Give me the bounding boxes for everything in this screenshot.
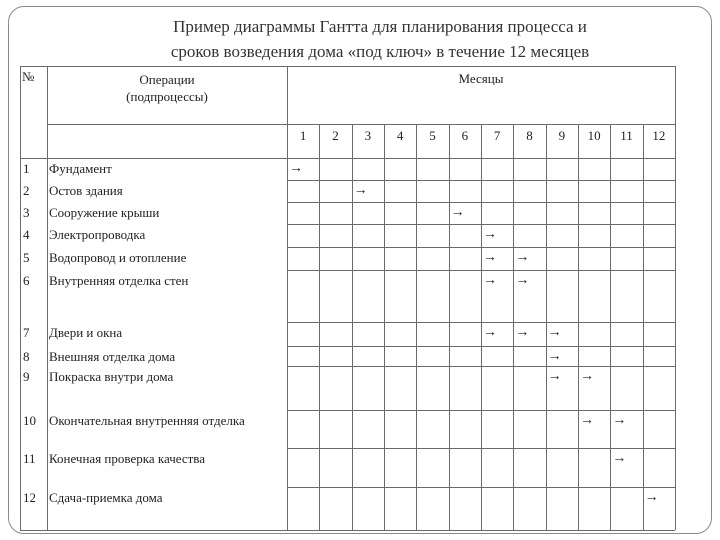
operation-name: Двери и окна (49, 325, 123, 340)
grid-line (449, 124, 450, 530)
month-number: 11 (620, 128, 633, 143)
row-number: 7 (23, 325, 30, 340)
arrow-icon: → (547, 349, 562, 364)
row-number: 6 (23, 273, 30, 288)
grid-line (546, 124, 547, 530)
grid-line (481, 124, 482, 530)
grid-line (319, 124, 320, 530)
month-number: 5 (429, 128, 436, 143)
row-number: 8 (23, 349, 30, 364)
grid-line (47, 124, 675, 125)
header-operations: Операции (подпроцессы) (126, 72, 208, 104)
grid-line (20, 66, 21, 530)
arrow-icon: → (612, 451, 627, 466)
grid-line (578, 124, 579, 530)
arrow-icon: → (483, 325, 497, 340)
operation-name: Сдача-приемка дома (49, 490, 163, 505)
operation-name: Сооружение крыши (49, 205, 160, 220)
row-number: 10 (23, 413, 36, 428)
operation-name: Окончательная внутренняя отделка (49, 413, 245, 428)
arrow-icon: → (580, 413, 594, 428)
month-number: 7 (493, 128, 501, 143)
arrow-icon: → (483, 227, 497, 242)
arrow-icon: → (515, 273, 530, 288)
grid-line (675, 66, 676, 530)
arrow-icon: → (612, 413, 627, 428)
operation-name: Электропроводка (49, 227, 146, 242)
month-number: 9 (558, 128, 566, 143)
operation-name: Остов здания (49, 183, 123, 198)
header-months: Месяцы (458, 71, 504, 86)
arrow-icon: → (515, 325, 530, 340)
grid-line (610, 124, 611, 530)
arrow-icon: → (289, 161, 303, 176)
grid-line (20, 530, 675, 531)
arrow-icon: → (353, 183, 368, 198)
month-number: 3 (364, 128, 372, 143)
grid-line (384, 124, 385, 530)
operation-name: Водопровод и отопление (49, 250, 187, 265)
month-number: 4 (396, 128, 404, 143)
title-line-1: Пример диаграммы Гантта для планирования процесса и (173, 17, 587, 36)
operation-name: Фундамент (49, 161, 112, 176)
row-number: 9 (23, 369, 30, 384)
row-number: 12 (23, 490, 36, 505)
month-number: 8 (526, 128, 533, 143)
grid-line (352, 124, 353, 530)
grid-line (47, 66, 48, 530)
arrow-icon: → (515, 250, 530, 265)
operation-name: Покраска внутри дома (49, 369, 174, 384)
operation-name: Внутренняя отделка стен (49, 273, 189, 288)
arrow-icon: → (547, 325, 562, 340)
month-number: 10 (587, 128, 601, 143)
title-line-2: сроков возведения дома «под ключ» в течение 12 месяцев (170, 42, 590, 61)
grid-line (20, 66, 675, 67)
row-number: 3 (23, 205, 30, 220)
row-number: 1 (23, 161, 30, 176)
row-number: 11 (23, 451, 36, 466)
grid-line (643, 124, 644, 530)
month-number: 6 (461, 128, 469, 143)
month-number: 2 (332, 128, 339, 143)
grid-line (416, 124, 417, 530)
grid-line (513, 124, 514, 530)
header-number: № (22, 69, 35, 84)
operation-name: Конечная проверка качества (49, 451, 206, 466)
month-number: 12 (652, 128, 666, 143)
row-number: 5 (23, 250, 30, 265)
arrow-icon: → (547, 369, 562, 384)
grid-line (20, 158, 675, 159)
page-title (80, 14, 680, 64)
arrow-icon: → (483, 273, 497, 288)
arrow-icon: → (580, 369, 594, 384)
arrow-icon: → (483, 250, 497, 265)
operation-name: Внешняя отделка дома (49, 349, 176, 364)
row-number: 2 (23, 183, 30, 198)
month-number: 1 (299, 128, 307, 143)
arrow-icon: → (644, 490, 659, 505)
row-number: 4 (23, 227, 30, 242)
arrow-icon: → (450, 205, 465, 220)
